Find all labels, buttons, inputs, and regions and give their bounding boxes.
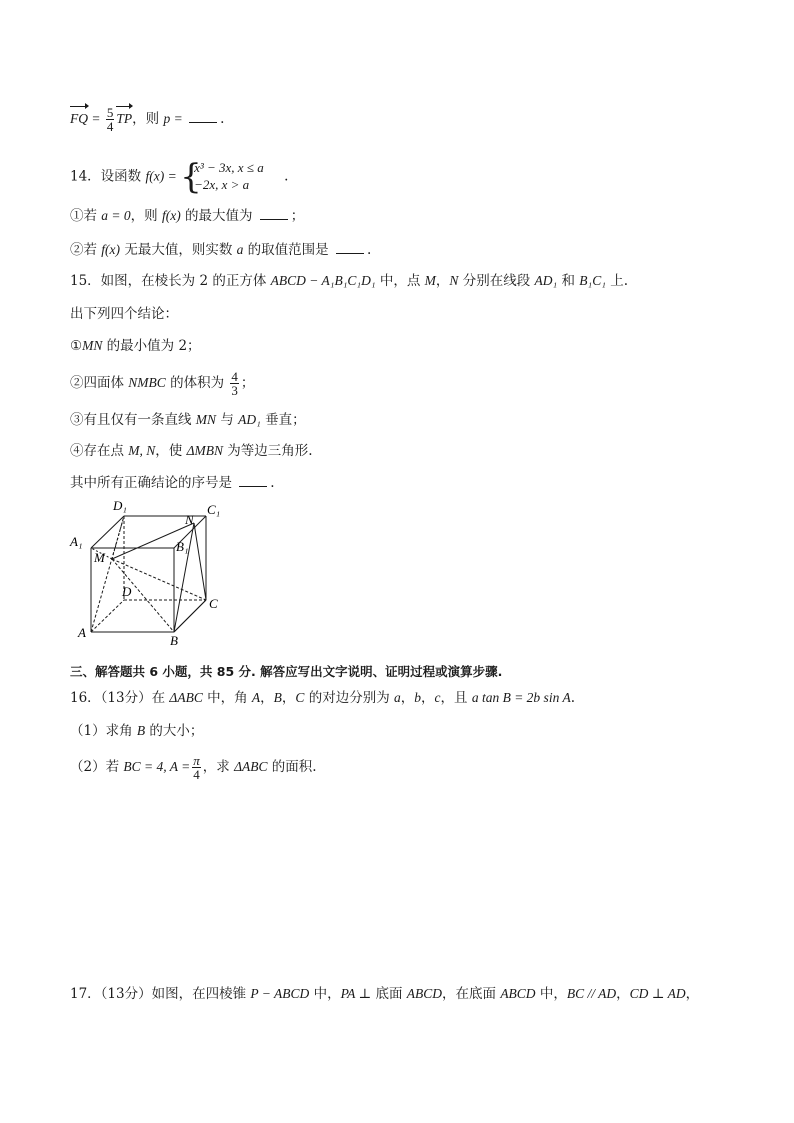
section-3-heading: 三、解答题共 6 小题，共 85 分. 解答应写出文字说明、证明过程或演算步骤. [70, 664, 503, 679]
q15-conclusion-3: ③有且仅有一条直线 MN 与 AD₁ 垂直； [70, 412, 306, 428]
q15-conclusion-1: ①MN 的最小值为 2； [70, 338, 201, 354]
q16-part1: （1）求角 B 的大小； [70, 723, 204, 739]
label-c1: C₁ [207, 502, 221, 517]
q15-conclusion-4: ④存在点 M, N，使 ΔMBN 为等边三角形. [70, 443, 313, 459]
answer-blank[interactable] [260, 207, 288, 220]
vector-tp: TP [116, 109, 132, 129]
q15-conclusion-2: ②四面体 NMBC 的体积为 $\frac{4}{3}$ ； [70, 369, 255, 398]
left-brace-icon: { [180, 157, 202, 197]
q16-stem: 16．（13分）在 ΔABC 中，角 A，B，C 的对边分别为 a，b，c，且 a tan B = 2b sin A. [70, 690, 575, 706]
label-c: C [209, 596, 218, 611]
q14-stem: 14．设函数 f(x) = { x³ − 3x, x ≤ a −2x, x > a . [70, 157, 289, 197]
label-d1: D₁ [113, 498, 127, 513]
answer-blank[interactable] [239, 474, 267, 487]
label-d: D [122, 584, 132, 599]
fraction-4-3: $\frac{4}{3}$ [231, 369, 238, 398]
q13-tail: FQ = $\frac{5}{4}$ TP，则 p = . [70, 105, 225, 134]
label-a1: A₁ [70, 534, 83, 549]
q15-intro: 出下列四个结论： [70, 306, 178, 322]
q15-question: 其中所有正确结论的序号是 . [70, 475, 275, 491]
q15-stem: 15．如图，在棱长为 2 的正方体 ABCD − A₁B₁C₁D₁ 中，点 M，N 分别在线段 AD₁ 和 B₁C₁ 上. [70, 273, 629, 289]
fraction-pi-4: $\frac{\pi}{4}$ [193, 753, 200, 782]
label-b: B [170, 633, 178, 648]
fraction-5-4: $\frac{5}{4}$ [106, 105, 114, 134]
label-a: A [78, 625, 86, 640]
cube-figure [66, 496, 236, 648]
q14-part2: ②若 f(x) 无最大值，则实数 a 的取值范围是 . [70, 242, 372, 258]
q17-stem: 17．（13分）如图，在四棱锥 P − ABCD 中，PA ⊥ 底面 ABCD，在底面 ABCD 中，BC // AD，CD ⊥ AD， [70, 986, 700, 1002]
vector-fq: FQ [70, 109, 88, 129]
label-m: M [94, 550, 105, 565]
answer-blank[interactable] [189, 110, 217, 123]
q16-part2: （2）若 BC = 4, A = $\frac{\pi}{4}$ ，求 ΔABC 的面积. [70, 753, 317, 782]
label-n: N [185, 512, 194, 527]
piecewise-function: { x³ − 3x, x ≤ a −2x, x > a [180, 157, 264, 197]
label-b1: B₁ [176, 539, 189, 554]
q14-part1: ①若 a = 0，则 f(x) 的最大值为 ； [70, 208, 305, 224]
answer-blank[interactable] [336, 241, 364, 254]
